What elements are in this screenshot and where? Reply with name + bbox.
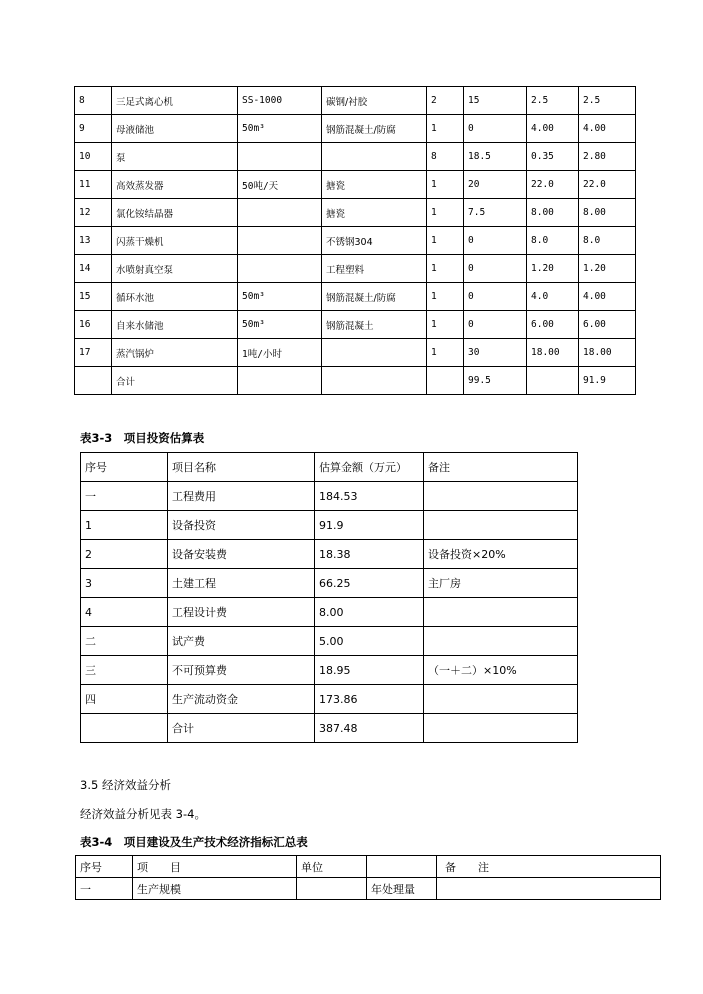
table-row (75, 311, 636, 339)
table-cell-unit-price: 1.20 (527, 255, 579, 283)
table-cell-spec: 50m³ (238, 311, 322, 339)
table-cell-amount: 91.9 (315, 511, 424, 540)
table-row (75, 339, 636, 367)
table-cell-amount: 66.25 (315, 569, 424, 598)
table-row (75, 115, 636, 143)
table-cell-spec (238, 255, 322, 283)
table-cell-no: 二 (81, 627, 168, 656)
table-cell-spec: 50吨/天 (238, 171, 322, 199)
table-cell-material: 搪瓷 (322, 171, 427, 199)
table-cell-name: 工程设计费 (168, 598, 315, 627)
table-cell-note: 设备投资×20% (424, 540, 578, 569)
table-cell-qty: 2 (427, 87, 464, 115)
table-cell-material: 钢筋混凝土/防腐 (322, 283, 427, 311)
table-cell-power: 0 (464, 115, 527, 143)
table-cell-amount: 184.53 (315, 482, 424, 511)
table-cell-spec (238, 227, 322, 255)
table-cell-power: 20 (464, 171, 527, 199)
table-cell-note (424, 482, 578, 511)
table-cell-note (424, 714, 578, 743)
table-cell-material: 碳钢/衬胶 (322, 87, 427, 115)
table-cell-note: 主厂房 (424, 569, 578, 598)
table-cell-note (424, 627, 578, 656)
table-cell-power: 0 (464, 311, 527, 339)
table-cell-no: 13 (75, 227, 112, 255)
table-row (75, 367, 636, 395)
table-cell-no: 四 (81, 685, 168, 714)
table-header-row (76, 856, 661, 878)
table-row (76, 878, 661, 900)
table-cell-name: 试产费 (168, 627, 315, 656)
table-cell-unit-price: 8.0 (527, 227, 579, 255)
section-paragraph: 经济效益分析见表 3-4。 (80, 807, 206, 821)
header-cell: 序号 (76, 856, 133, 878)
table-cell-amount: 387.48 (315, 714, 424, 743)
table-cell-total: 1.20 (579, 255, 636, 283)
table-cell-unit-price: 8.00 (527, 199, 579, 227)
table-row (81, 540, 578, 569)
table-cell-qty (427, 367, 464, 395)
table-cell-name: 水喷射真空泵 (112, 255, 238, 283)
table-cell-spec (238, 199, 322, 227)
table-row (81, 627, 578, 656)
table-row (75, 87, 636, 115)
table-cell-power: 15 (464, 87, 527, 115)
table-cell-qty: 1 (427, 171, 464, 199)
table-cell-no: 2 (81, 540, 168, 569)
table-cell-spec: SS-1000 (238, 87, 322, 115)
table-cell-total: 2.80 (579, 143, 636, 171)
table-cell-total: 2.5 (579, 87, 636, 115)
table-cell-unit-price: 6.00 (527, 311, 579, 339)
table-cell-note (424, 598, 578, 627)
table-row (81, 714, 578, 743)
table-row (81, 482, 578, 511)
table-row (81, 511, 578, 540)
table-cell-no: 三 (81, 656, 168, 685)
table-row (75, 171, 636, 199)
table-3-4-caption: 表3-4 项目建设及生产技术经济指标汇总表 (80, 835, 308, 849)
table-cell-name: 设备投资 (168, 511, 315, 540)
table-row (81, 569, 578, 598)
table-cell-qty: 8 (427, 143, 464, 171)
table-cell-note (437, 878, 661, 900)
table-cell-power: 0 (464, 255, 527, 283)
table-cell-power: 0 (464, 227, 527, 255)
table-cell-qty: 1 (427, 255, 464, 283)
table-cell-note (424, 511, 578, 540)
table-cell-unit-price: 18.00 (527, 339, 579, 367)
table-cell-spec (238, 143, 322, 171)
table-cell-total: 22.0 (579, 171, 636, 199)
table-cell-amount: 18.38 (315, 540, 424, 569)
table-row (75, 143, 636, 171)
table-cell-material (322, 339, 427, 367)
table-cell-name: 母液储池 (112, 115, 238, 143)
table-cell-no: 12 (75, 199, 112, 227)
table-cell-qty: 1 (427, 227, 464, 255)
table-row (75, 227, 636, 255)
table-cell-amount: 5.00 (315, 627, 424, 656)
header-cell: 单位 (297, 856, 367, 878)
table-cell-no: 1 (81, 511, 168, 540)
table-cell-name: 高效蒸发器 (112, 171, 238, 199)
table-cell-no: 17 (75, 339, 112, 367)
table-cell-name: 合计 (112, 367, 238, 395)
table-cell-no: 15 (75, 283, 112, 311)
table-cell-name: 循环水池 (112, 283, 238, 311)
table-cell-name: 泵 (112, 143, 238, 171)
table-3-3-caption: 表3-3 项目投资估算表 (80, 431, 205, 445)
table-cell-no (75, 367, 112, 395)
table-cell-name: 闪蒸干燥机 (112, 227, 238, 255)
table-cell-qty: 1 (427, 283, 464, 311)
table-cell-material (322, 143, 427, 171)
section-heading: 3.5 经济效益分析 (80, 778, 171, 792)
table-cell-spec: 50m³ (238, 283, 322, 311)
table-cell-spec: 1吨/小时 (238, 339, 322, 367)
table-cell-name: 三足式离心机 (112, 87, 238, 115)
table-cell-total: 91.9 (579, 367, 636, 395)
table-row (81, 598, 578, 627)
header-cell: 备 注 (437, 856, 661, 878)
header-cell: 序号 (81, 453, 168, 482)
table-header-row (81, 453, 578, 482)
table-cell-spec: 50m³ (238, 115, 322, 143)
header-cell: 估算金额（万元） (315, 453, 424, 482)
table-cell-amount: 173.86 (315, 685, 424, 714)
table-cell-no: 11 (75, 171, 112, 199)
table-row (75, 255, 636, 283)
table-cell-name: 土建工程 (168, 569, 315, 598)
table-cell-c4: 年处理量 (367, 878, 437, 900)
table-cell-total: 8.0 (579, 227, 636, 255)
table-cell-spec (238, 367, 322, 395)
table-cell-amount: 18.95 (315, 656, 424, 685)
table-cell-total: 6.00 (579, 311, 636, 339)
table-cell-no: 14 (75, 255, 112, 283)
table-cell-qty: 1 (427, 339, 464, 367)
table-cell-unit-price: 4.0 (527, 283, 579, 311)
table-cell-unit-price: 4.00 (527, 115, 579, 143)
table-cell-name: 氯化铵结晶器 (112, 199, 238, 227)
table-cell-name: 蒸汽锅炉 (112, 339, 238, 367)
table-cell-name: 不可预算费 (168, 656, 315, 685)
investment-estimate-table (80, 452, 578, 743)
table-cell-no: 一 (76, 878, 133, 900)
table-cell-unit (297, 878, 367, 900)
table-cell-unit-price: 0.35 (527, 143, 579, 171)
table-cell-qty: 1 (427, 311, 464, 339)
table-cell-material: 搪瓷 (322, 199, 427, 227)
header-cell (367, 856, 437, 878)
table-cell-material: 钢筋混凝土/防腐 (322, 115, 427, 143)
table-cell-unit-price (527, 367, 579, 395)
table-cell-total: 4.00 (579, 283, 636, 311)
table-cell-no: 16 (75, 311, 112, 339)
table-cell-material: 不锈钢304 (322, 227, 427, 255)
table-cell-power: 18.5 (464, 143, 527, 171)
table-row (81, 685, 578, 714)
table-cell-note: （一＋二）×10% (424, 656, 578, 685)
table-cell-amount: 8.00 (315, 598, 424, 627)
table-cell-item: 生产规模 (133, 878, 297, 900)
table-cell-name: 工程费用 (168, 482, 315, 511)
table-cell-name: 生产流动资金 (168, 685, 315, 714)
table-cell-material: 钢筋混凝土 (322, 311, 427, 339)
table-cell-name: 合计 (168, 714, 315, 743)
table-cell-no: 4 (81, 598, 168, 627)
table-cell-note (424, 685, 578, 714)
table-cell-name: 自来水储池 (112, 311, 238, 339)
table-row (75, 283, 636, 311)
table-cell-material: 工程塑料 (322, 255, 427, 283)
table-cell-no: 10 (75, 143, 112, 171)
table-cell-no (81, 714, 168, 743)
table-cell-power: 99.5 (464, 367, 527, 395)
table-cell-material (322, 367, 427, 395)
table-cell-power: 0 (464, 283, 527, 311)
table-cell-no: 9 (75, 115, 112, 143)
table-cell-total: 8.00 (579, 199, 636, 227)
table-cell-name: 设备安装费 (168, 540, 315, 569)
table-cell-power: 30 (464, 339, 527, 367)
table-cell-qty: 1 (427, 115, 464, 143)
table-cell-unit-price: 2.5 (527, 87, 579, 115)
table-cell-no: 3 (81, 569, 168, 598)
tech-economic-summary-table (75, 855, 661, 900)
header-cell: 项目名称 (168, 453, 315, 482)
table-row (81, 656, 578, 685)
table-cell-unit-price: 22.0 (527, 171, 579, 199)
table-cell-total: 18.00 (579, 339, 636, 367)
equipment-table (74, 86, 636, 395)
header-cell: 项 目 (133, 856, 297, 878)
table-row (75, 199, 636, 227)
table-cell-total: 4.00 (579, 115, 636, 143)
table-cell-no: 一 (81, 482, 168, 511)
table-cell-qty: 1 (427, 199, 464, 227)
header-cell: 备注 (424, 453, 578, 482)
table-cell-power: 7.5 (464, 199, 527, 227)
table-cell-no: 8 (75, 87, 112, 115)
